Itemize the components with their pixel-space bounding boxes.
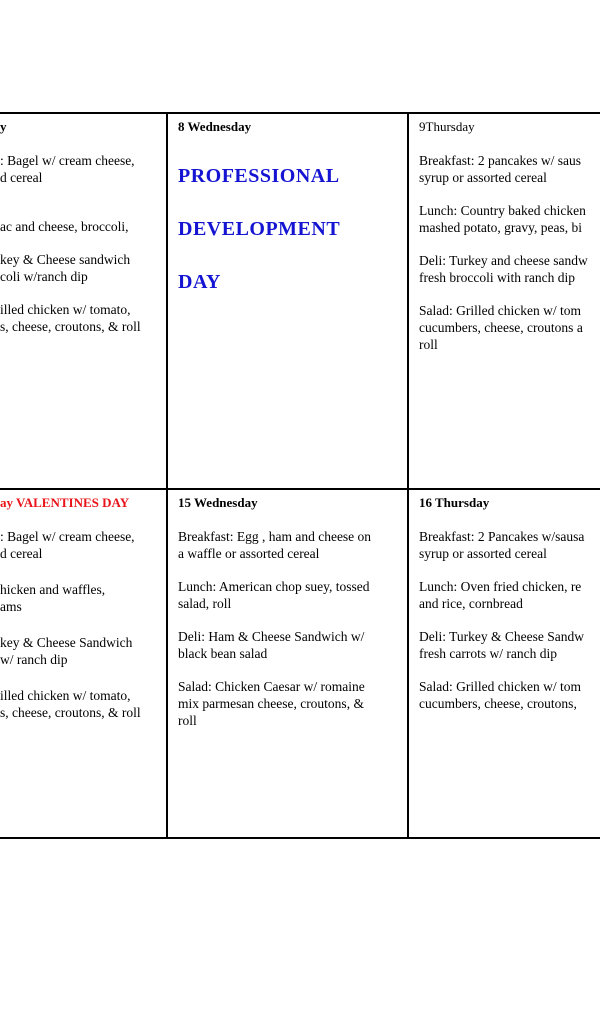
salad-item: Salad: Chicken Caesar w/ romaine mix parmesan cheese, croutons, & roll [178, 679, 365, 728]
day-header: 9Thursday [419, 119, 475, 134]
deli-item: Deli: Turkey and cheese sandw fresh broccoli with ranch dip [419, 253, 588, 285]
day-header: 15 Wednesday [178, 495, 258, 510]
salad-item: illed chicken w/ tomato, s, cheese, croutons, & roll [0, 302, 141, 334]
day-header: ay VALENTINES DAY [0, 495, 130, 510]
breakfast-item: Breakfast: 2 pancakes w/ saus syrup or assorted cereal [419, 153, 581, 185]
lunch-item: Lunch: Oven fried chicken, re and rice, cornbread [419, 579, 582, 611]
deli-item: Deli: Ham & Cheese Sandwich w/ black bean salad [178, 629, 365, 661]
salad-item: Salad: Grilled chicken w/ tom cucumbers, cheese, croutons, [419, 679, 581, 711]
pd-banner-line-2: DEVELOPMENT [178, 218, 341, 240]
day-cell-14 [0, 490, 166, 837]
deli-item: key & Cheese sandwich coli w/ranch dip [0, 252, 131, 284]
menu-calendar-grid [0, 112, 600, 839]
lunch-item: Lunch: American chop suey, tossed salad, roll [178, 579, 370, 611]
breakfast-item: Breakfast: Egg , ham and cheese on a waffle or assorted cereal [178, 529, 372, 561]
day-cell-9 [409, 114, 600, 488]
deli-item: Deli: Turkey & Cheese Sandw fresh carrots w/ ranch dip [419, 629, 584, 661]
salad-item: Salad: Grilled chicken w/ tom cucumbers, cheese, croutons a roll [419, 303, 583, 352]
day-cell-15 [168, 490, 407, 837]
lunch-item: hicken and waffles, ams [0, 582, 106, 614]
day-header: y [0, 119, 7, 134]
grid-line-bottom [0, 837, 600, 839]
breakfast-item: : Bagel w/ cream cheese, d cereal [0, 529, 135, 561]
day-header: 8 Wednesday [178, 119, 252, 134]
salad-item: illed chicken w/ tomato, s, cheese, croutons, & roll [0, 688, 141, 720]
deli-item: key & Cheese Sandwich w/ ranch dip [0, 635, 133, 667]
breakfast-item: : Bagel w/ cream cheese, d cereal [0, 153, 135, 185]
day-cell-8 [168, 114, 407, 488]
lunch-item: ac and cheese, broccoli, [0, 219, 129, 234]
breakfast-item: Breakfast: 2 Pancakes w/sausa syrup or assorted cereal [419, 529, 585, 561]
day-header: 16 Thursday [419, 495, 490, 510]
pd-banner-line-3: DAY [178, 271, 221, 293]
day-cell-7 [0, 114, 166, 488]
day-cell-16 [409, 490, 600, 837]
lunch-item: Lunch: Country baked chicken mashed potato, gravy, peas, bi [419, 203, 586, 235]
pd-banner-line-1: PROFESSIONAL [178, 165, 340, 187]
